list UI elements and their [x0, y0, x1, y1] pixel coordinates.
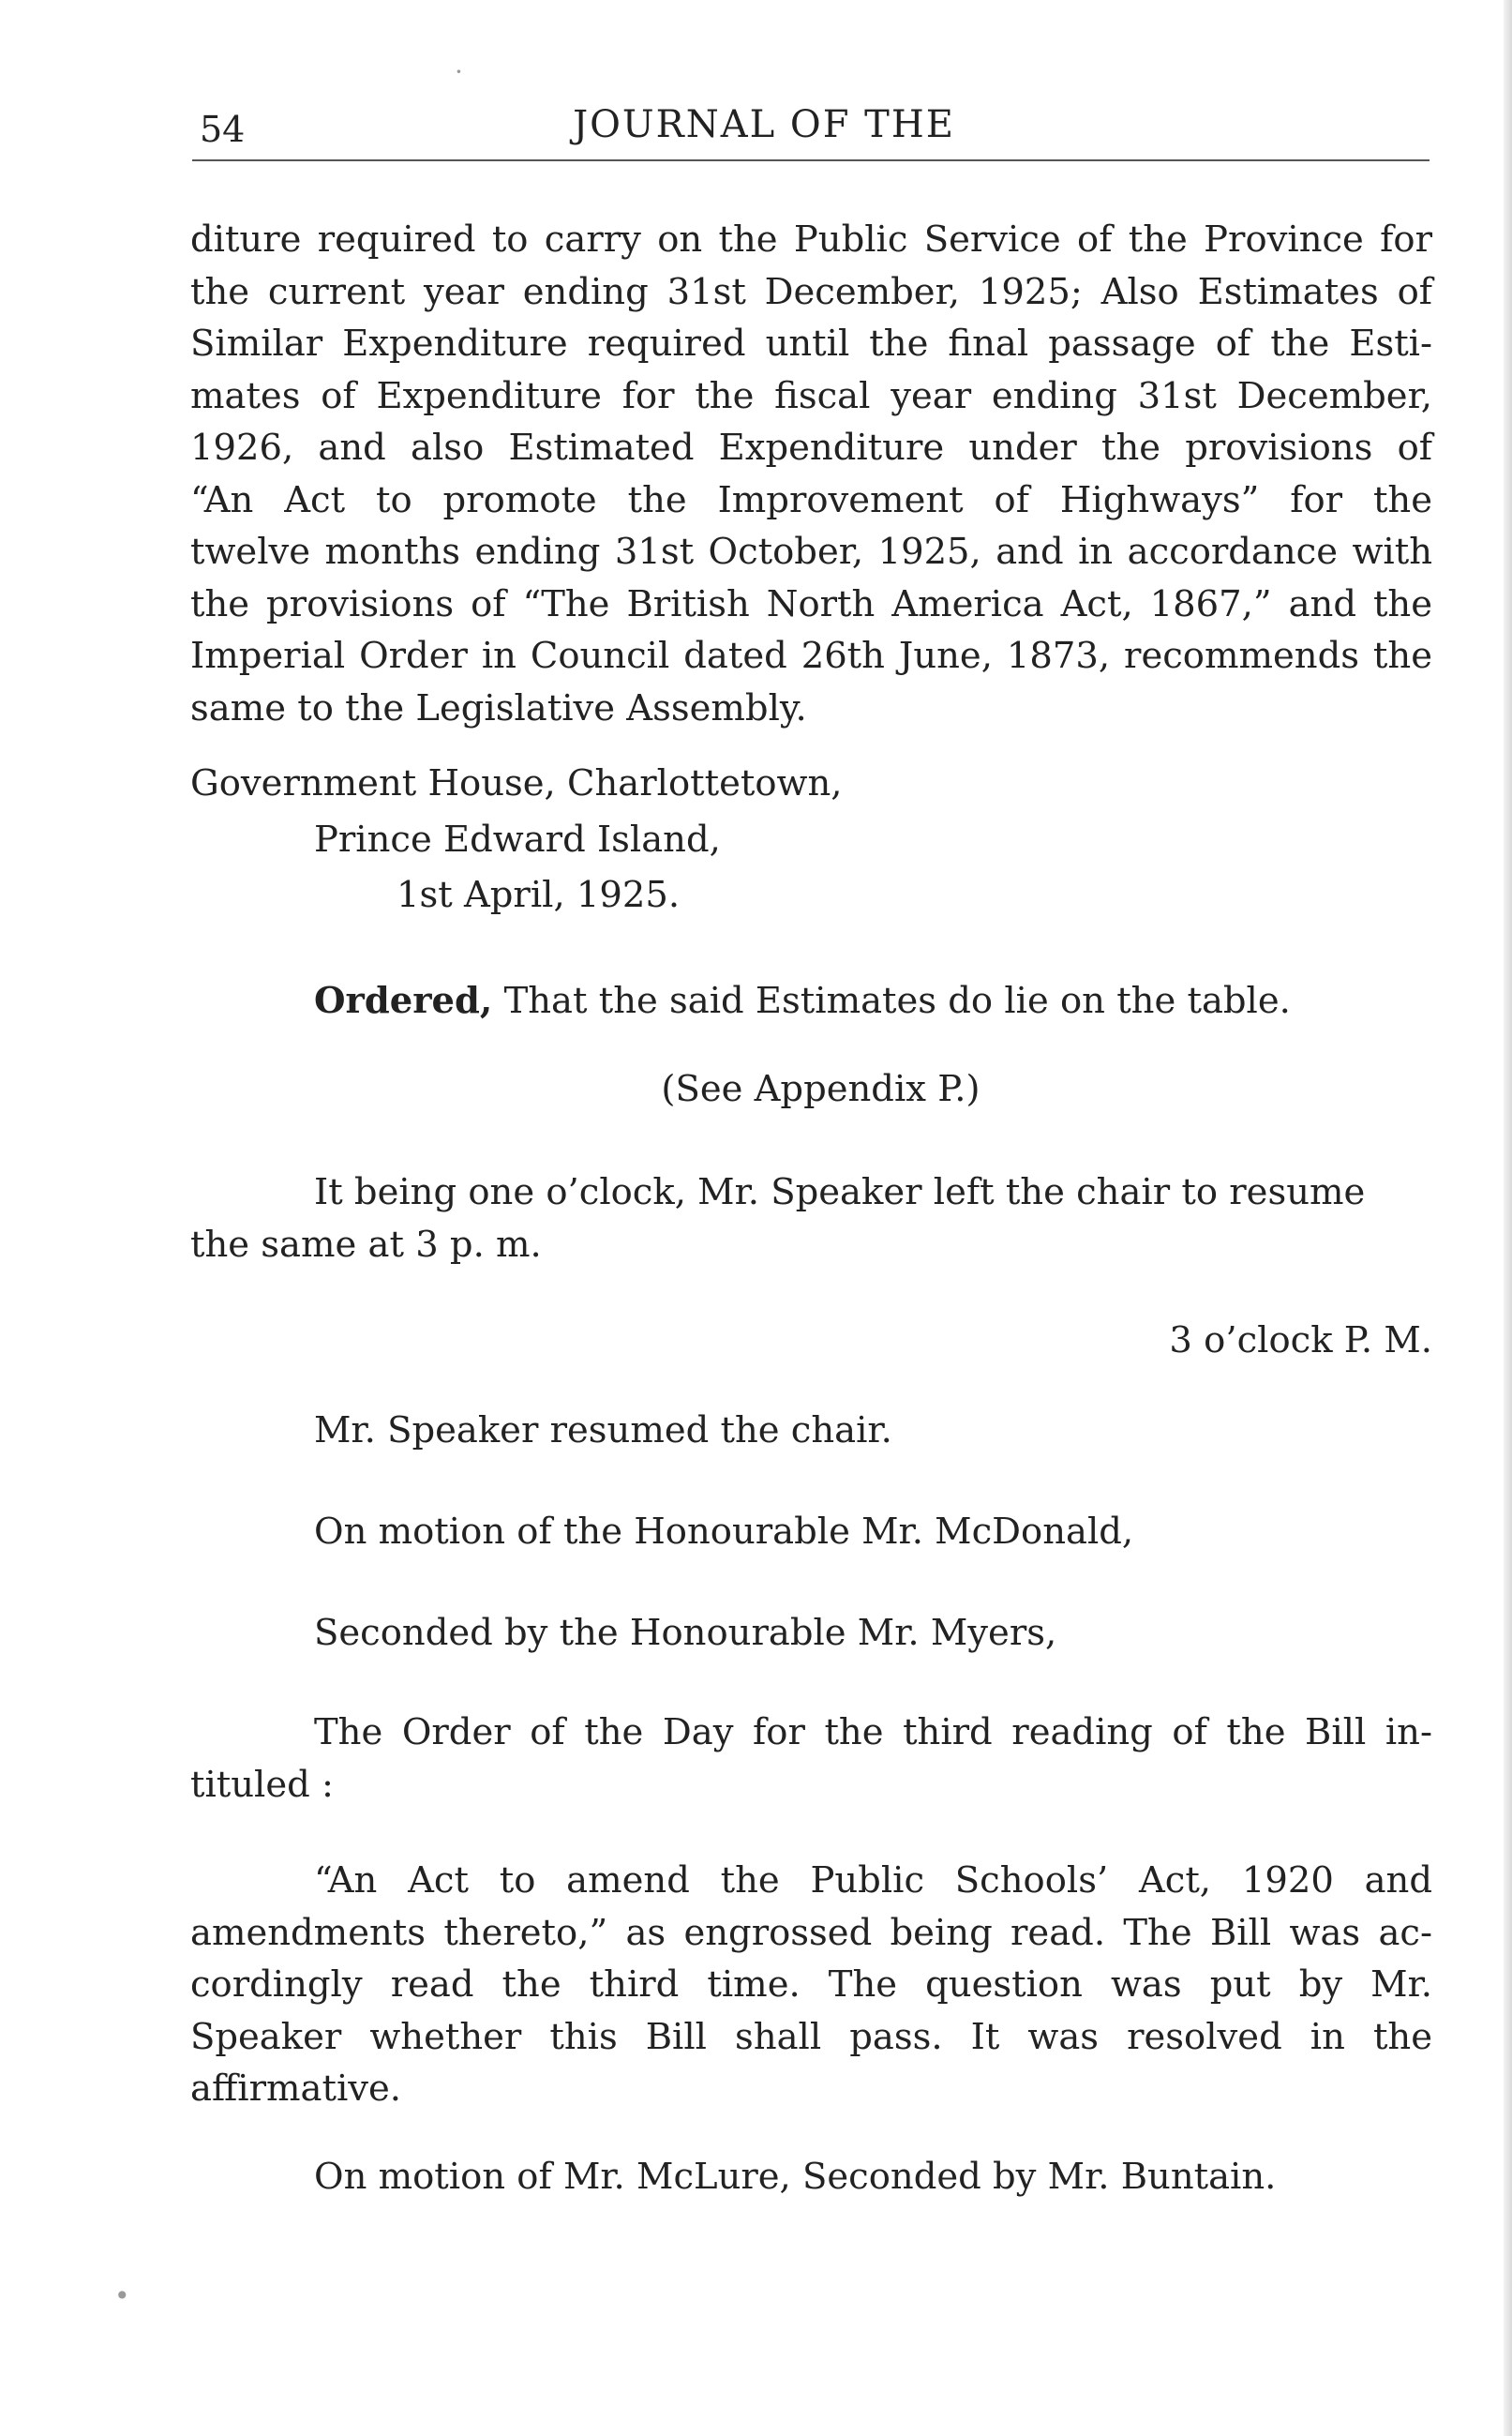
text-line: amendments thereto,” as engrossed being read. The Bill was ac- [190, 1911, 1432, 1954]
recess-paragraph [190, 1166, 1432, 1271]
text-line: Speaker whether this Bill shall pass. It was resolved in the [190, 2015, 1432, 2058]
text-line: the current year ending 31st December, 1925; Also Estimates of [190, 270, 1432, 313]
order-of-day-paragraph [190, 1707, 1432, 1811]
text-line: affirmative. [190, 2068, 402, 2110]
text-line: 1926, and also Estimated Expenditure under the provisions of [190, 427, 1432, 469]
text-line: cordingly read the third time. The question was put by Mr. [190, 1963, 1432, 2006]
seconded-paragraph: Seconded by the Honourable Mr. Myers, [314, 1612, 1057, 1654]
text-line: Similar Expenditure required until the final passage of the Esti- [190, 323, 1432, 365]
text-line: It being one o’clock, Mr. Speaker left the chair to resume [314, 1171, 1366, 1213]
text-line: twelve months ending 31st October, 1925, and in accordance with [190, 531, 1432, 573]
specks: · [455, 56, 463, 87]
text-line: tituled : [190, 1763, 335, 1806]
second-motion-paragraph: On motion of Mr. McLure, Seconded by Mr. Buntain. [314, 2156, 1277, 2198]
resumed-paragraph: Mr. Speaker resumed the chair. [314, 1409, 892, 1451]
header-rule [192, 159, 1430, 161]
page-edge-shadow [1504, 0, 1512, 2436]
message-paragraph [190, 214, 1432, 734]
ordered-paragraph [190, 975, 1432, 1028]
specks: • [114, 2280, 130, 2311]
text-line: diture required to carry on the Public Service of the Province for [190, 218, 1432, 261]
text-line: Imperial Order in Council dated 26th June, 1873, recommends the [190, 635, 1432, 677]
page-header [192, 101, 1430, 158]
running-head: JOURNAL OF THE [573, 103, 955, 146]
text-line: mates of Expenditure for the fiscal year ending 31st December, [190, 374, 1432, 417]
bill-paragraph [190, 1855, 1432, 2115]
address-line: Government House, Charlottetown, [190, 762, 843, 804]
text-line: the same at 3 p. m. [190, 1223, 542, 1266]
address-line: 1st April, 1925. [397, 874, 681, 916]
page-number: 54 [200, 109, 246, 150]
text-line: “An Act to promote the Improvement of Highways” for the [190, 478, 1432, 521]
ordered-text: That the said Estimates do lie on the table. [492, 980, 1291, 1022]
text-line: same to the Legislative Assembly. [190, 686, 807, 729]
text-line: the provisions of “The British North America Act, 1867,” and the [190, 582, 1432, 625]
address-block [190, 758, 1432, 922]
text-line: “An Act to amend the Public Schools’ Act, 1920 and [314, 1859, 1432, 1902]
text-line: The Order of the Day for the third reading of the Bill in- [314, 1711, 1432, 1753]
ordered-label: Ordered, [314, 980, 493, 1022]
time-heading: 3 o’clock P. M. [1169, 1319, 1432, 1361]
motion-paragraph: On motion of the Honourable Mr. McDonald, [314, 1511, 1134, 1553]
address-line: Prince Edward Island, [314, 818, 721, 861]
appendix-note: (See Appendix P.) [661, 1068, 981, 1110]
